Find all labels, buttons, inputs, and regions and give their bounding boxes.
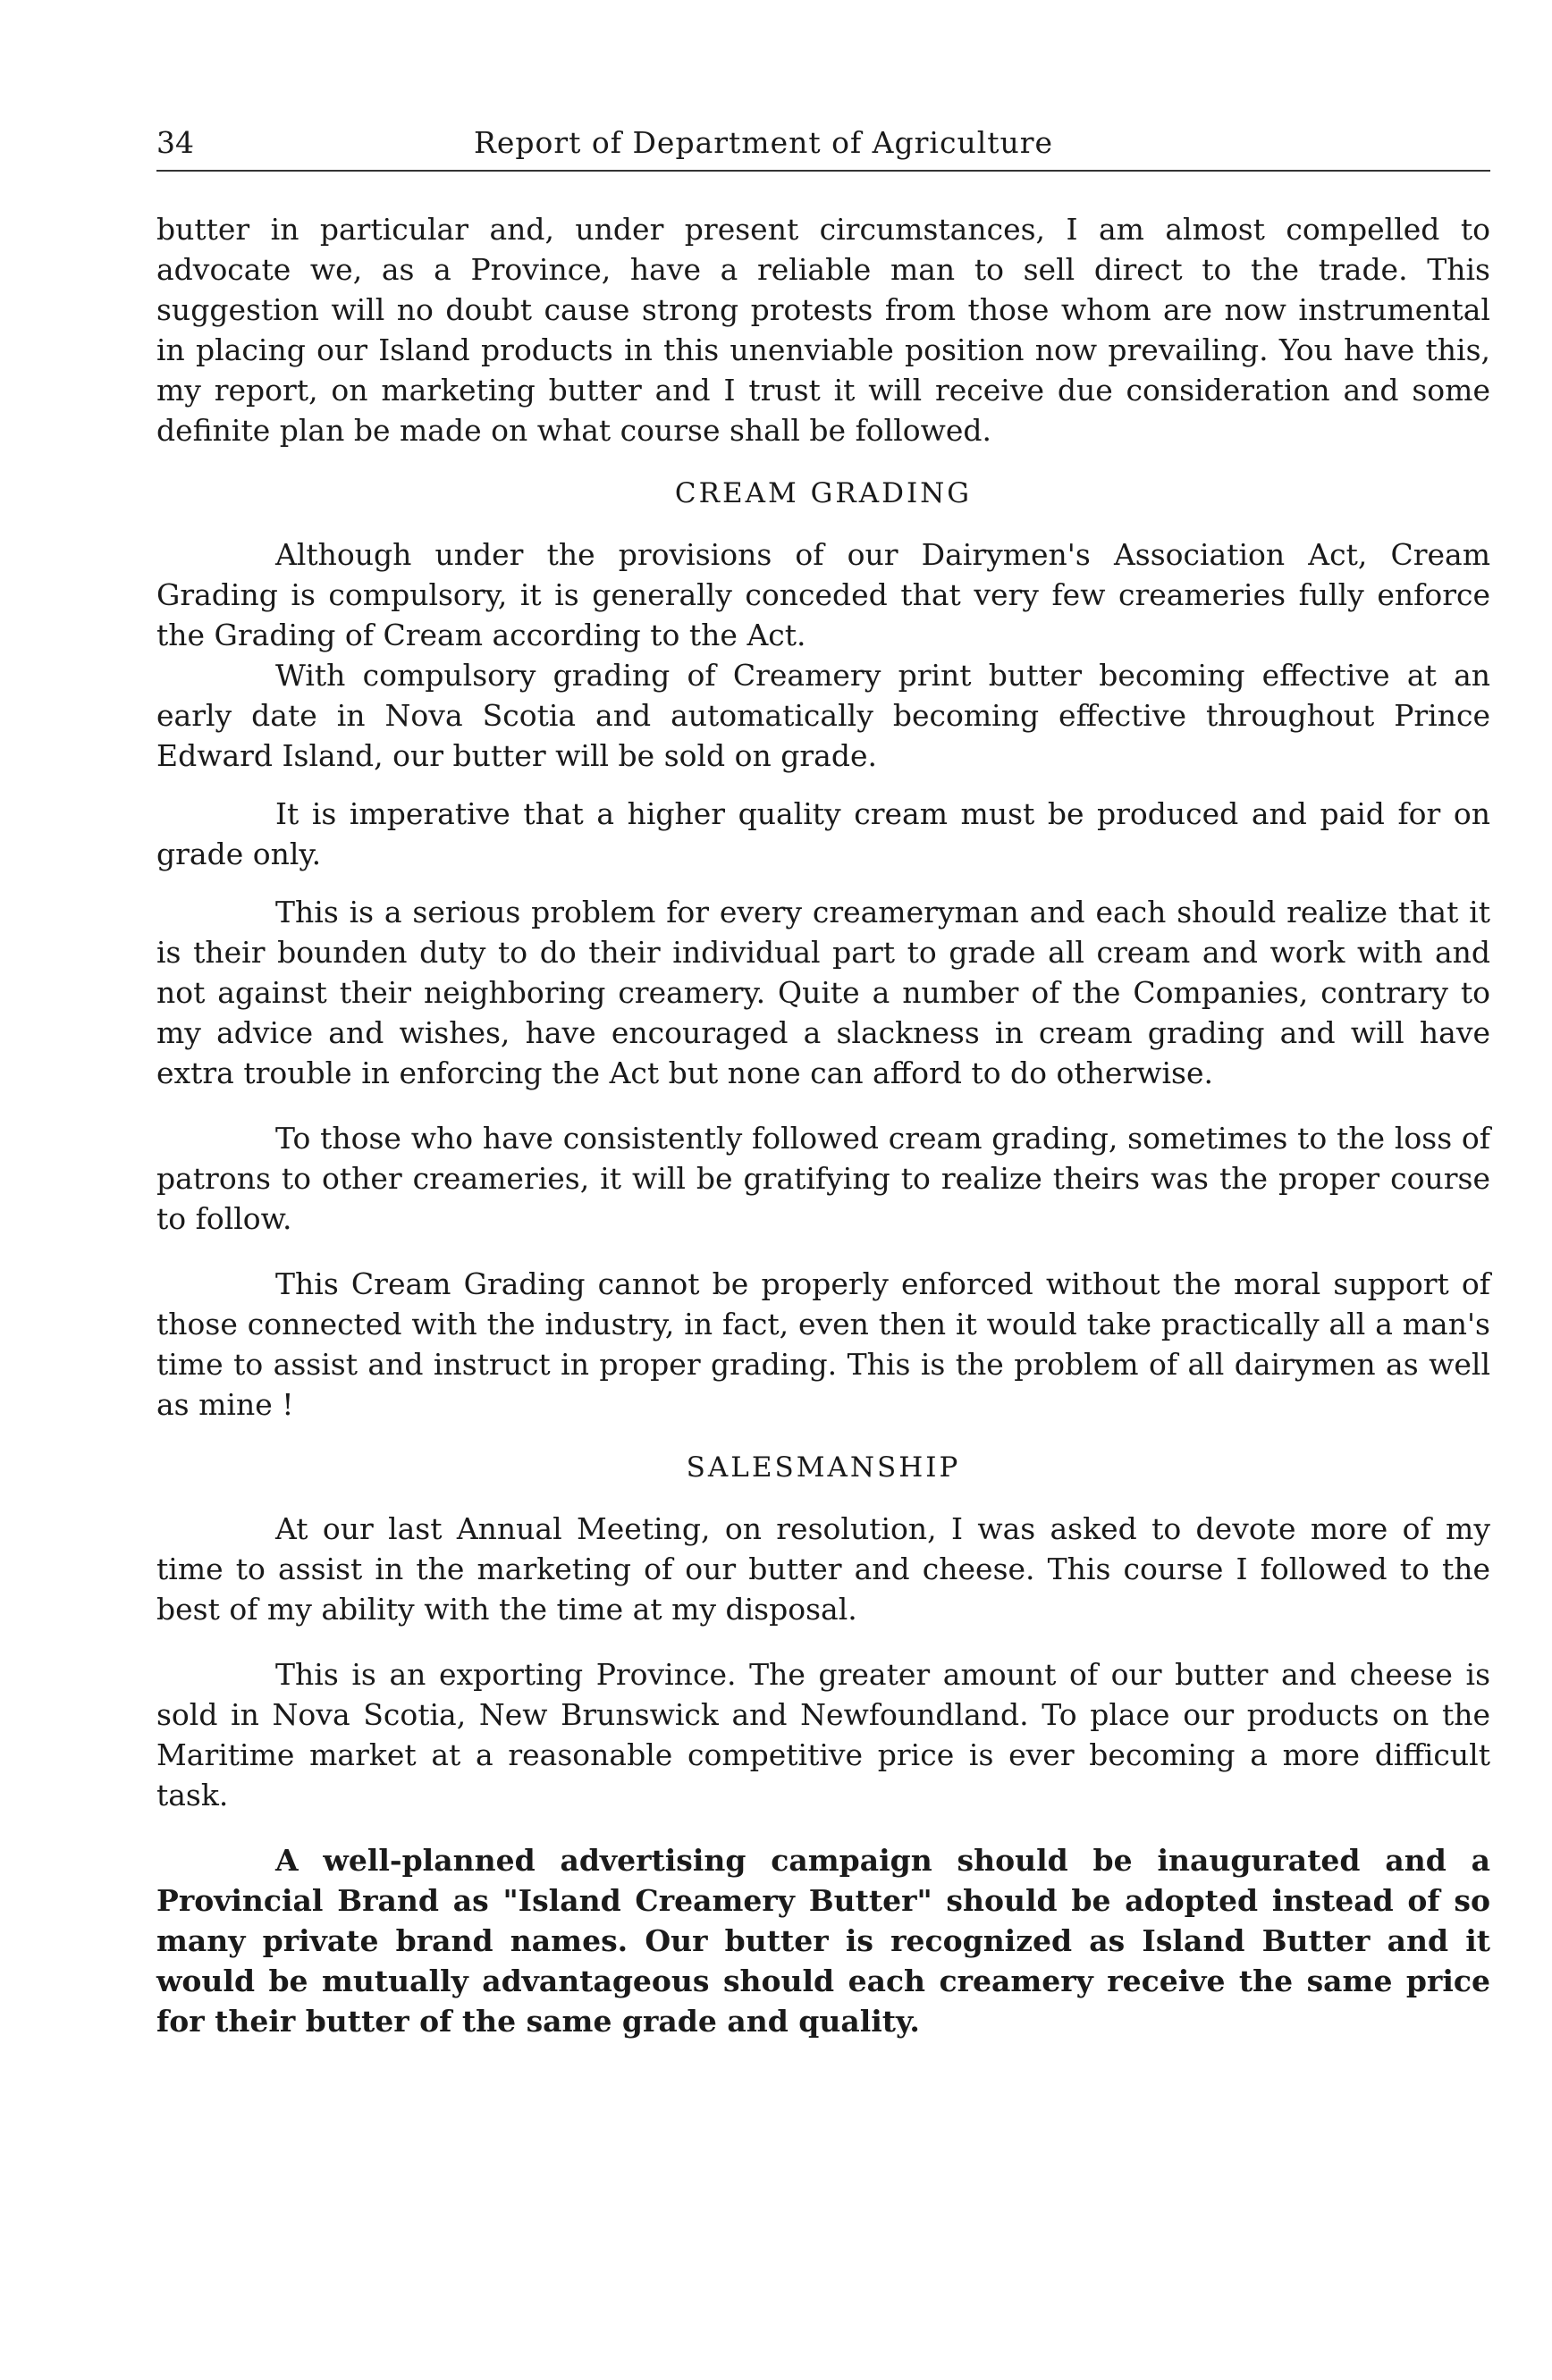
document-page	[156, 116, 1490, 2041]
paragraph: Although under the provisions of our Dairymen's Association Act, Cream Grading is compulsory, it is generally conceded that very few creameries fully enforce the Grading of Cream according to the Act.	[156, 537, 1490, 652]
paragraph: At our last Annual Meeting, on resolution, I was asked to devote more of my time to assist in the marketing of our butter and cheese. This course I followed to the best of my ability with the time at my disposal.	[156, 1511, 1490, 1627]
paragraph: butter in particular and, under present circumstances, I am almost compelled to advocate we, as a Province, have a reliable man to sell direct to the trade. This suggestion will no doubt cause strong protests from those whom are now instrumental in placing our Island products in this unenviable position now prevailing. You have this, my report, on marketing butter and I trust it will receive due consideration and some definite plan be made on what course shall be followed.	[156, 212, 1490, 448]
running-header	[156, 116, 1490, 172]
paragraph: With compulsory grading of Creamery print butter becoming effective at an early date in Nova Scotia and automatically becoming effective throughout Prince Edward Island, our butter will be sold on grade.	[156, 658, 1490, 773]
paragraph: This is an exporting Province. The greater amount of our butter and cheese is sold in Nova Scotia, New Brunswick and Newfoundland. To place our products on the Maritime market at a reasonable competitive price is ever becoming a more difficult task.	[156, 1657, 1490, 1812]
paragraph: It is imperative that a higher quality cream must be produced and paid for on grade only.	[156, 796, 1490, 871]
section-heading-salesmanship: SALESMANSHIP	[686, 1451, 961, 1484]
paragraph: This Cream Grading cannot be properly enforced without the moral support of those connected with the industry, in fact, even then it would take practically all a man's time to assist and instruct in proper grading. This is the problem of all dairymen as well as mine !	[156, 1266, 1490, 1422]
document-body	[156, 209, 1490, 2041]
running-title: Report of Department of Agriculture	[474, 125, 1054, 160]
paragraph: This is a serious problem for every creameryman and each should realize that it is their bounden duty to do their individual part to grade all cream and work with and not against their neighboring creamery. Quite a number of the Companies, contrary to my advice and wishes, have encouraged a slackness in cream grading and will have extra trouble in enforcing the Act but none can afford to do otherwise.	[156, 895, 1490, 1090]
paragraph: A well-planned advertising campaign should be inaugurated and a Provincial Brand as "Island Creamery Butter" should be adopted instead of so many private brand names. Our butter is recognized as Island Butter and it would be mutually advantageous should each creamery receive the same price for their butter of the same grade and quality.	[156, 1843, 1490, 2039]
page-number: 34	[156, 125, 194, 160]
paragraph: To those who have consistently followed cream grading, sometimes to the loss of patrons to other creameries, it will be gratifying to realize theirs was the proper course to follow.	[156, 1121, 1490, 1236]
section-heading-cream-grading: CREAM GRADING	[674, 477, 973, 509]
